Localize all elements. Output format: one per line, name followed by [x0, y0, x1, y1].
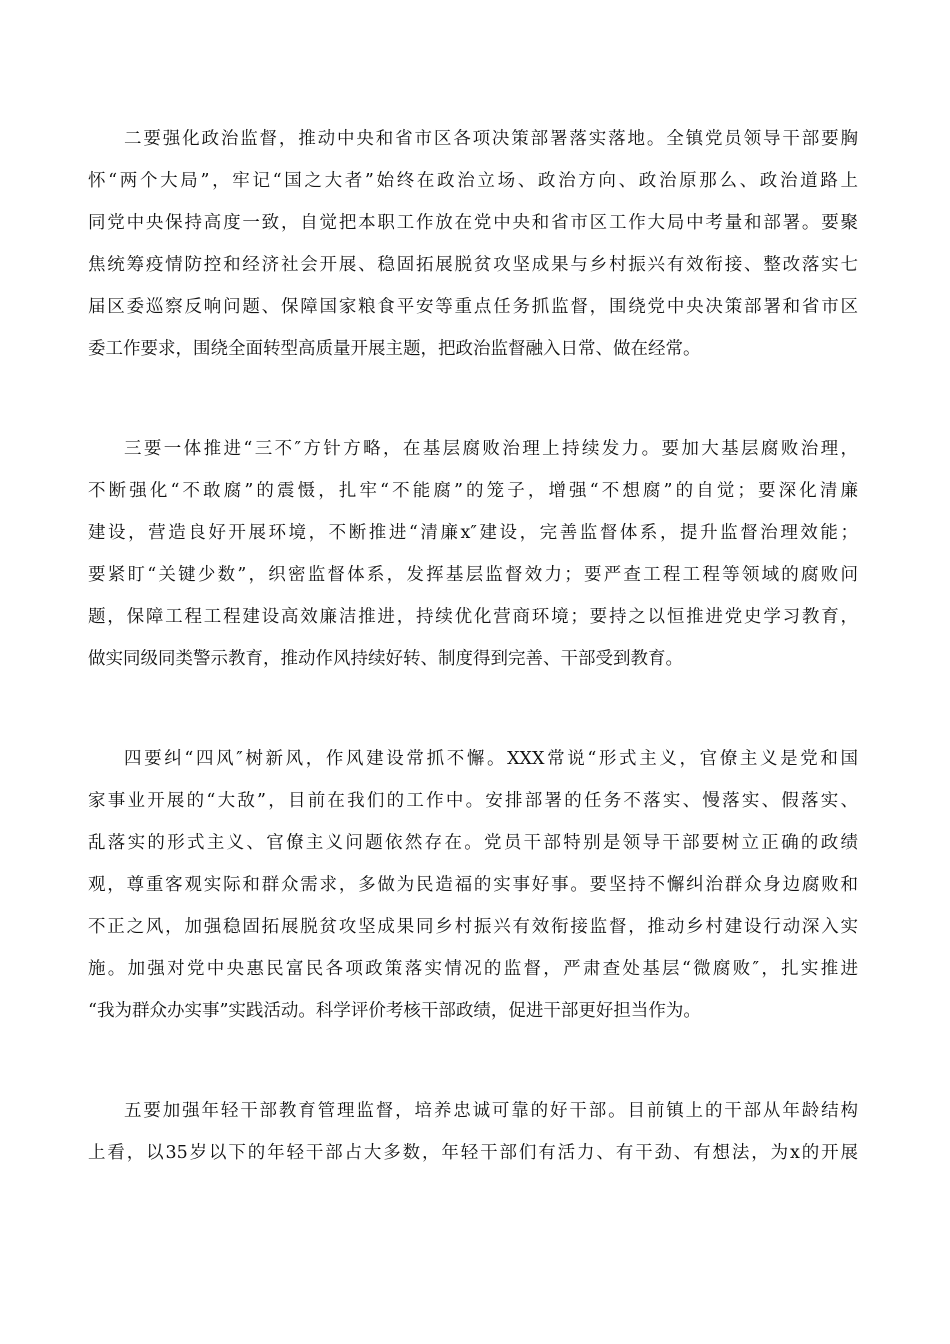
text-line: 委工作要求，围绕全面转型高质量开展主题，把政治监督融入日常、做在经常。: [88, 339, 701, 359]
text-line: 不断强化“不敢腐”的震慑，扎牢“不能腐”的笼子，增强“不想腐”的自觉；要深化清廉: [88, 481, 858, 501]
text-line: 怀“两个大局”，牢记“国之大者”始终在政治立场、政治方向、政治原那么、政治道路上: [88, 171, 858, 191]
text-line: 不正之风，加强稳固拓展脱贫攻坚成果同乡村振兴有效衔接监督，推动乡村建设行动深入实: [88, 917, 858, 937]
text-line: 二要强化政治监督，推动中央和省市区各项决策部署落实落地。全镇党员领导干部要胸: [124, 129, 858, 149]
text-line: 四要纠“四风″树新风，作风建设常抓不懈。XXX常说“形式主义，官僚主义是党和国: [124, 749, 858, 769]
text-line: 乱落实的形式主义、官僚主义问题依然存在。党员干部特别是领导干部要树立正确的政绩: [88, 833, 858, 853]
text-line: 三要一体推进“三不″方针方略，在基层腐败治理上持续发力。要加大基层腐败治理，: [124, 439, 858, 459]
text-line: 家事业开展的“大敌”，目前在我们的工作中。安排部署的任务不落实、慢落实、假落实、: [88, 791, 858, 811]
text-line: 焦统筹疫情防控和经济社会开展、稳固拓展脱贫攻坚成果与乡村振兴有效衔接、整改落实七: [88, 255, 858, 275]
text-line: 观，尊重客观实际和群众需求，多做为民造福的实事好事。要坚持不懈纠治群众身边腐败和: [88, 875, 858, 895]
text-line: 做实同级同类警示教育，推动作风持续好转、制度得到完善、干部受到教育。: [88, 649, 683, 669]
text-line: 题，保障工程工程建设高效廉洁推进，持续优化营商环境；要持之以恒推进党史学习教育，: [88, 607, 858, 627]
text-line: 要紧盯“关键少数”，织密监督体系，发挥基层监督效力；要严查工程工程等领域的腐败问: [88, 565, 858, 585]
text-line: 上看，以35岁以下的年轻干部占大多数，年轻干部们有活力、有干劲、有想法，为x的开展: [88, 1143, 858, 1163]
text-line: 同党中央保持高度一致，自觉把本职工作放在党中央和省市区工作大局中考量和部署。要聚: [88, 213, 858, 233]
text-line: 施。加强对党中央惠民富民各项政策落实情况的监督，严肃查处基层“微腐败″，扎实推进: [88, 959, 858, 979]
text-line: 建设，营造良好开展环境，不断推进“清廉x″建设，完善监督体系，提升监督治理效能；: [88, 523, 858, 543]
text-line: “我为群众办实事”实践活动。科学评价考核干部政绩，促进干部更好担当作为。: [88, 1001, 701, 1021]
text-line: 届区委巡察反响问题、保障国家粮食平安等重点任务抓监督，围绕党中央决策部署和省市区: [88, 297, 858, 317]
text-line: 五要加强年轻干部教育管理监督，培养忠诚可靠的好干部。目前镇上的干部从年龄结构: [124, 1101, 858, 1121]
